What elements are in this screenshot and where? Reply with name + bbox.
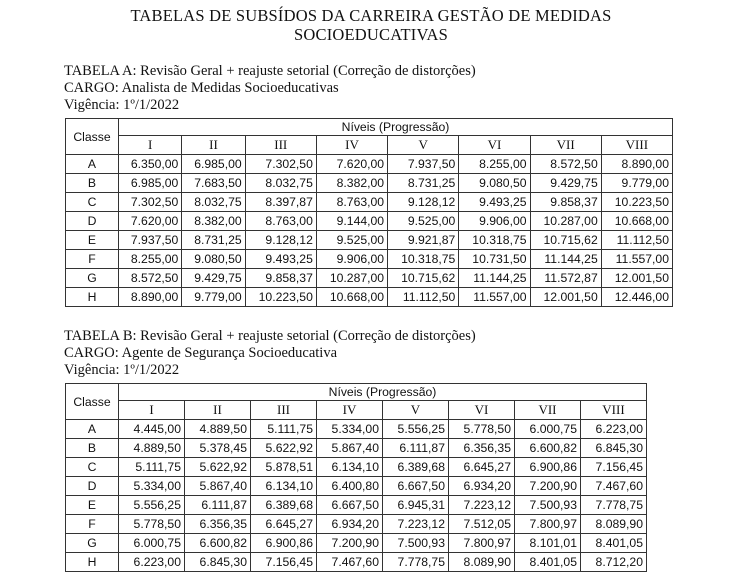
value-cell: 4.889,50 <box>185 420 251 439</box>
table-row <box>66 420 647 439</box>
value-cell: 10.668,00 <box>601 212 672 231</box>
value-cell: 5.867,40 <box>185 477 251 496</box>
value-cell: 8.401,05 <box>581 534 647 553</box>
value-cell: 6.945,31 <box>383 496 449 515</box>
table-row <box>66 193 673 212</box>
value-cell: 10.731,50 <box>459 250 530 269</box>
value-cell: 12.001,50 <box>601 269 672 288</box>
value-cell: 8.089,90 <box>581 515 647 534</box>
value-cell: 9.429,75 <box>182 269 245 288</box>
value-cell: 6.111,87 <box>383 439 449 458</box>
value-cell: 8.712,20 <box>581 553 647 572</box>
value-cell: 9.906,00 <box>316 250 387 269</box>
value-cell: 5.556,25 <box>119 496 185 515</box>
classe-cell: E <box>66 496 119 515</box>
value-cell: 6.356,35 <box>185 515 251 534</box>
value-cell: 7.500,93 <box>383 534 449 553</box>
value-cell: 6.645,27 <box>251 515 317 534</box>
value-cell: 9.429,75 <box>530 174 601 193</box>
table-row <box>66 212 673 231</box>
level-header: VI <box>459 136 530 155</box>
classe-cell: A <box>66 420 119 439</box>
level-header: III <box>245 136 316 155</box>
value-cell: 11.557,00 <box>459 288 530 307</box>
classe-cell: H <box>66 553 119 572</box>
value-cell: 7.937,50 <box>119 231 182 250</box>
table-row <box>66 515 647 534</box>
level-header: III <box>251 401 317 420</box>
value-cell: 9.858,37 <box>530 193 601 212</box>
level-header: I <box>119 401 185 420</box>
value-cell: 8.255,00 <box>459 155 530 174</box>
level-header: I <box>119 136 182 155</box>
level-header: IV <box>316 136 387 155</box>
table-row <box>66 288 673 307</box>
value-cell: 11.572,87 <box>530 269 601 288</box>
value-cell: 11.112,50 <box>601 231 672 250</box>
niveis-header: Níveis (Progressão) <box>119 384 647 401</box>
level-header: IV <box>317 401 383 420</box>
table-row <box>66 231 673 250</box>
classe-cell: G <box>66 534 119 553</box>
value-cell: 5.778,50 <box>449 420 515 439</box>
value-cell: 6.934,20 <box>449 477 515 496</box>
value-cell: 6.356,35 <box>449 439 515 458</box>
value-cell: 6.600,82 <box>185 534 251 553</box>
value-cell: 11.557,00 <box>601 250 672 269</box>
value-cell: 9.493,25 <box>459 193 530 212</box>
header-row <box>66 384 647 401</box>
value-cell: 8.032,75 <box>182 193 245 212</box>
table-a <box>65 118 673 307</box>
value-cell: 6.900,86 <box>251 534 317 553</box>
value-cell: 6.389,68 <box>251 496 317 515</box>
value-cell: 7.937,50 <box>388 155 459 174</box>
value-cell: 10.715,62 <box>388 269 459 288</box>
value-cell: 10.223,50 <box>245 288 316 307</box>
classe-cell: F <box>66 515 119 534</box>
value-cell: 5.622,92 <box>251 439 317 458</box>
table-a-cargo: CARGO: Analista de Medidas Socioeducativas <box>64 80 339 96</box>
value-cell: 8.763,00 <box>316 193 387 212</box>
value-cell: 8.101,01 <box>515 534 581 553</box>
value-cell: 6.667,50 <box>383 477 449 496</box>
levels-row <box>66 401 647 420</box>
value-cell: 9.906,00 <box>459 212 530 231</box>
value-cell: 8.397,87 <box>245 193 316 212</box>
value-cell: 9.779,00 <box>601 174 672 193</box>
value-cell: 8.731,25 <box>182 231 245 250</box>
value-cell: 5.556,25 <box>383 420 449 439</box>
value-cell: 7.620,00 <box>316 155 387 174</box>
value-cell: 5.334,00 <box>317 420 383 439</box>
value-cell: 8.572,50 <box>119 269 182 288</box>
value-cell: 10.287,00 <box>530 212 601 231</box>
value-cell: 7.302,50 <box>119 193 182 212</box>
value-cell: 9.080,50 <box>182 250 245 269</box>
value-cell: 11.112,50 <box>388 288 459 307</box>
value-cell: 7.156,45 <box>581 458 647 477</box>
value-cell: 9.128,12 <box>245 231 316 250</box>
page-title <box>0 6 742 44</box>
value-cell: 6.845,30 <box>185 553 251 572</box>
level-header: V <box>383 401 449 420</box>
value-cell: 5.867,40 <box>317 439 383 458</box>
value-cell: 6.134,10 <box>317 458 383 477</box>
classe-cell: C <box>66 193 119 212</box>
niveis-header: Níveis (Progressão) <box>119 119 673 136</box>
level-header: II <box>182 136 245 155</box>
value-cell: 7.302,50 <box>245 155 316 174</box>
value-cell: 4.445,00 <box>119 420 185 439</box>
header-row <box>66 119 673 136</box>
value-cell: 7.778,75 <box>383 553 449 572</box>
classe-cell: F <box>66 250 119 269</box>
value-cell: 8.401,05 <box>515 553 581 572</box>
value-cell: 9.921,87 <box>388 231 459 250</box>
value-cell: 5.878,51 <box>251 458 317 477</box>
value-cell: 7.620,00 <box>119 212 182 231</box>
table-row <box>66 477 647 496</box>
table-body <box>66 155 673 307</box>
value-cell: 6.900,86 <box>515 458 581 477</box>
table-row <box>66 250 673 269</box>
value-cell: 10.318,75 <box>388 250 459 269</box>
value-cell: 5.111,75 <box>119 458 185 477</box>
classe-header: Classe <box>66 119 119 155</box>
value-cell: 6.985,00 <box>119 174 182 193</box>
value-cell: 7.200,90 <box>317 534 383 553</box>
value-cell: 5.622,92 <box>185 458 251 477</box>
value-cell: 9.858,37 <box>245 269 316 288</box>
value-cell: 8.382,00 <box>182 212 245 231</box>
classe-cell: A <box>66 155 119 174</box>
value-cell: 8.572,50 <box>530 155 601 174</box>
value-cell: 8.255,00 <box>119 250 182 269</box>
value-cell: 9.525,00 <box>316 231 387 250</box>
value-cell: 9.493,25 <box>245 250 316 269</box>
level-header: VII <box>515 401 581 420</box>
table-header <box>66 119 673 155</box>
value-cell: 6.667,50 <box>317 496 383 515</box>
value-cell: 10.715,62 <box>530 231 601 250</box>
value-cell: 12.446,00 <box>601 288 672 307</box>
table-b-heading: TABELA B: Revisão Geral + reajuste setorial (Correção de distorções) <box>64 328 476 344</box>
table-header <box>66 384 647 420</box>
value-cell: 12.001,50 <box>530 288 601 307</box>
level-header: VIII <box>601 136 672 155</box>
table-b <box>65 383 647 572</box>
value-cell: 10.318,75 <box>459 231 530 250</box>
value-cell: 8.763,00 <box>245 212 316 231</box>
table-b-vigencia: Vigência: 1º/1/2022 <box>64 362 180 378</box>
classe-cell: D <box>66 477 119 496</box>
value-cell: 6.400,80 <box>317 477 383 496</box>
level-header: II <box>185 401 251 420</box>
table-row <box>66 553 647 572</box>
value-cell: 6.845,30 <box>581 439 647 458</box>
table-b-cargo: CARGO: Agente de Segurança Socioeducativa <box>64 345 338 361</box>
value-cell: 7.800,97 <box>449 534 515 553</box>
value-cell: 6.223,00 <box>581 420 647 439</box>
value-cell: 9.779,00 <box>182 288 245 307</box>
table-row <box>66 155 673 174</box>
value-cell: 8.890,00 <box>601 155 672 174</box>
classe-header: Classe <box>66 384 119 420</box>
value-cell: 10.223,50 <box>601 193 672 212</box>
table-row <box>66 458 647 477</box>
classe-cell: C <box>66 458 119 477</box>
value-cell: 6.134,10 <box>251 477 317 496</box>
value-cell: 4.889,50 <box>119 439 185 458</box>
page-title-line-1: TABELAS DE SUBSÍDOS DA CARREIRA GESTÃO DE MEDIDAS <box>130 6 612 25</box>
value-cell: 6.223,00 <box>119 553 185 572</box>
table-a-heading: TABELA A: Revisão Geral + reajuste setorial (Correção de distorções) <box>64 63 476 79</box>
table-row <box>66 496 647 515</box>
value-cell: 5.334,00 <box>119 477 185 496</box>
level-header: VIII <box>581 401 647 420</box>
value-cell: 11.144,25 <box>459 269 530 288</box>
value-cell: 6.600,82 <box>515 439 581 458</box>
classe-cell: H <box>66 288 119 307</box>
value-cell: 9.128,12 <box>388 193 459 212</box>
value-cell: 6.000,75 <box>515 420 581 439</box>
classe-cell: B <box>66 439 119 458</box>
table-a-vigencia: Vigência: 1º/1/2022 <box>64 97 180 113</box>
table-row <box>66 174 673 193</box>
page-title-line-2: SOCIOEDUCATIVAS <box>294 25 448 44</box>
value-cell: 8.890,00 <box>119 288 182 307</box>
value-cell: 7.200,90 <box>515 477 581 496</box>
value-cell: 10.287,00 <box>316 269 387 288</box>
value-cell: 7.800,97 <box>515 515 581 534</box>
value-cell: 6.389,68 <box>383 458 449 477</box>
value-cell: 9.525,00 <box>388 212 459 231</box>
value-cell: 6.111,87 <box>185 496 251 515</box>
value-cell: 8.089,90 <box>449 553 515 572</box>
value-cell: 7.512,05 <box>449 515 515 534</box>
value-cell: 7.778,75 <box>581 496 647 515</box>
value-cell: 7.223,12 <box>449 496 515 515</box>
classe-cell: G <box>66 269 119 288</box>
value-cell: 9.144,00 <box>316 212 387 231</box>
value-cell: 6.985,00 <box>182 155 245 174</box>
value-cell: 6.000,75 <box>119 534 185 553</box>
value-cell: 6.350,00 <box>119 155 182 174</box>
level-header: VI <box>449 401 515 420</box>
levels-row <box>66 136 673 155</box>
value-cell: 5.778,50 <box>119 515 185 534</box>
table-body <box>66 420 647 572</box>
value-cell: 10.668,00 <box>316 288 387 307</box>
value-cell: 11.144,25 <box>530 250 601 269</box>
table-row <box>66 439 647 458</box>
classe-cell: E <box>66 231 119 250</box>
value-cell: 8.382,00 <box>316 174 387 193</box>
value-cell: 7.467,60 <box>581 477 647 496</box>
level-header: V <box>388 136 459 155</box>
value-cell: 7.467,60 <box>317 553 383 572</box>
classe-cell: B <box>66 174 119 193</box>
value-cell: 6.934,20 <box>317 515 383 534</box>
value-cell: 7.156,45 <box>251 553 317 572</box>
value-cell: 7.223,12 <box>383 515 449 534</box>
value-cell: 5.378,45 <box>185 439 251 458</box>
table-row <box>66 534 647 553</box>
value-cell: 8.032,75 <box>245 174 316 193</box>
table-row <box>66 269 673 288</box>
value-cell: 5.111,75 <box>251 420 317 439</box>
value-cell: 7.683,50 <box>182 174 245 193</box>
value-cell: 8.731,25 <box>388 174 459 193</box>
value-cell: 9.080,50 <box>459 174 530 193</box>
classe-cell: D <box>66 212 119 231</box>
level-header: VII <box>530 136 601 155</box>
value-cell: 6.645,27 <box>449 458 515 477</box>
value-cell: 7.500,93 <box>515 496 581 515</box>
